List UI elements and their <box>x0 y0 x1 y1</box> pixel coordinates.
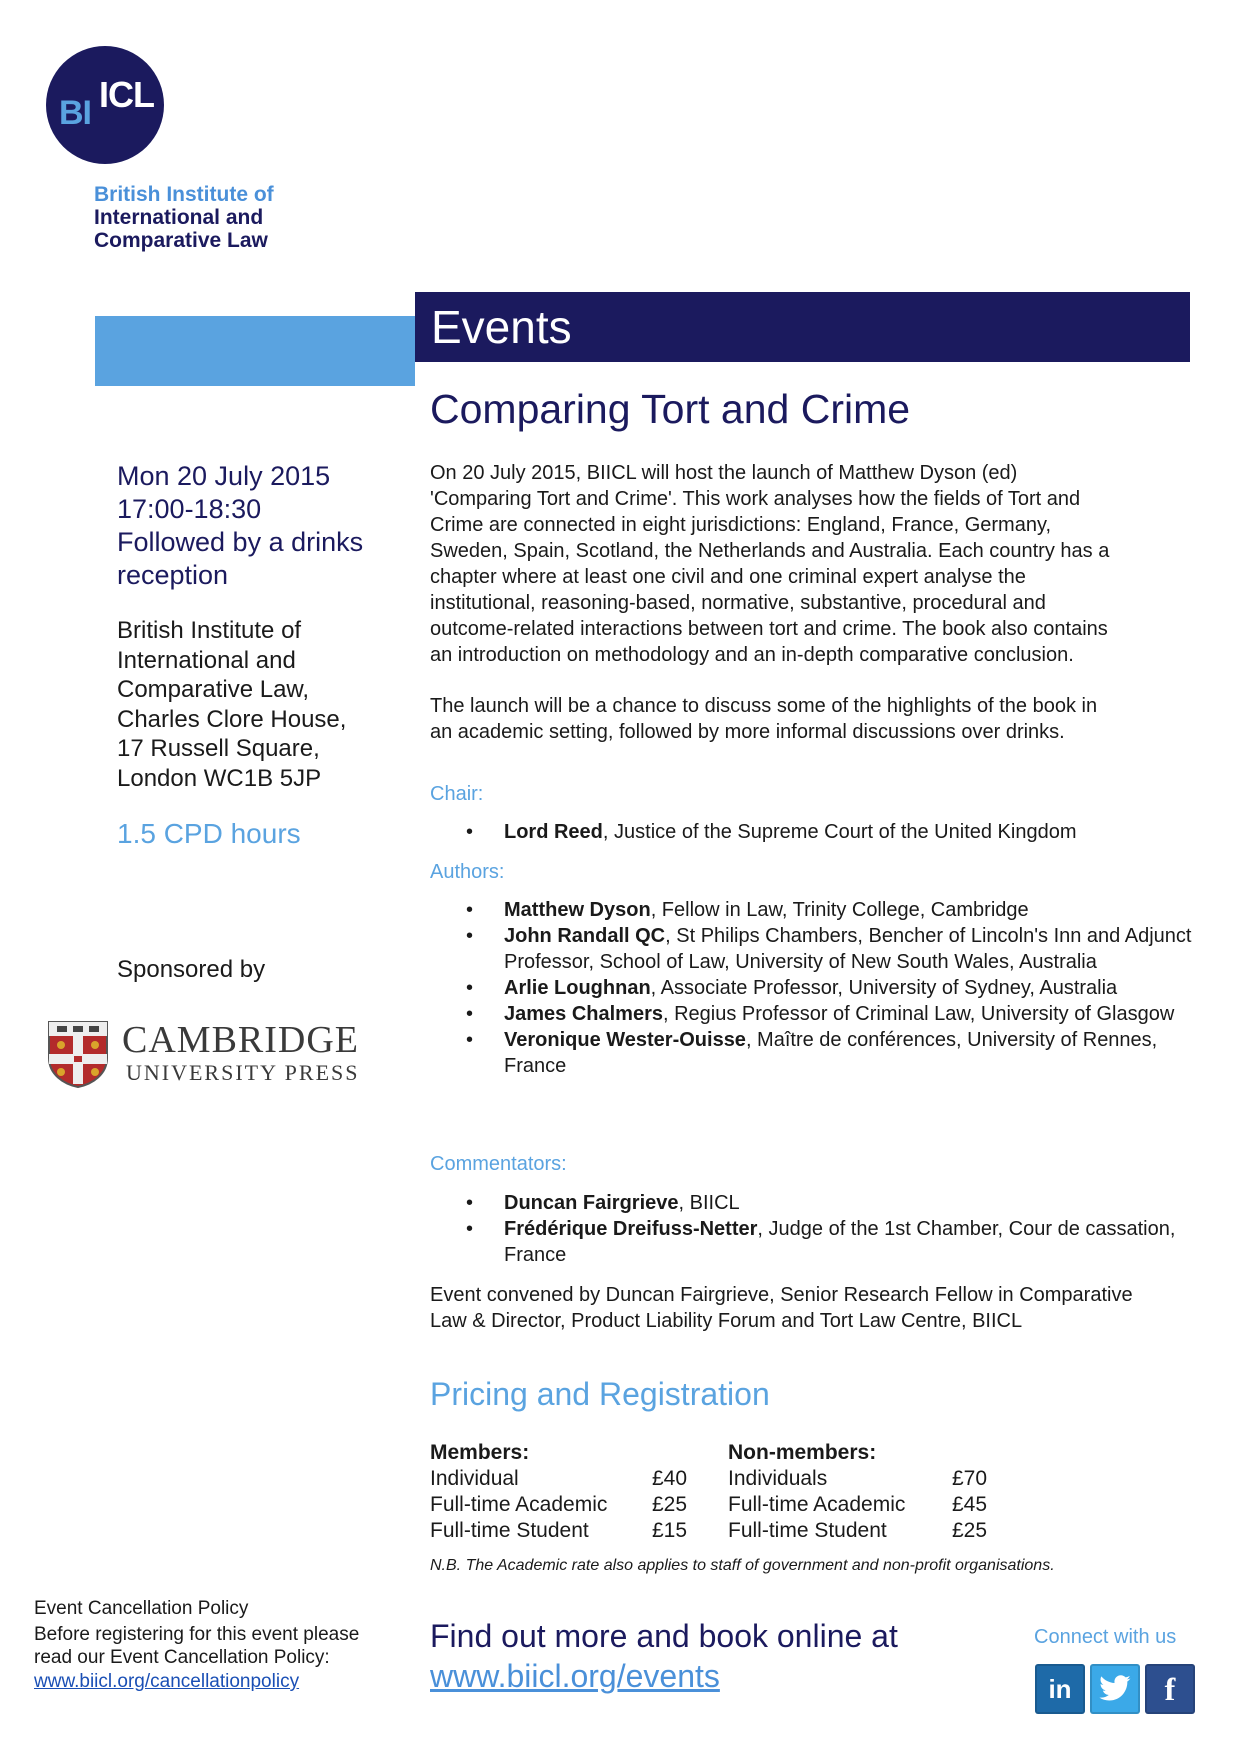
cambridge-press-name: CAMBRIDGE <box>122 1019 360 1061</box>
cancellation-policy-text <box>34 1623 394 1669</box>
connect-with-us-label: Connect with us <box>1034 1626 1177 1648</box>
price-row <box>430 1518 690 1544</box>
price-amount: £15 <box>652 1519 688 1542</box>
convened-line: Law & Director, Product Liability Forum and Tort Law Centre, BIICL <box>430 1310 1023 1332</box>
launch-line: The launch will be a chance to discuss some of the highlights of the book in <box>430 695 1098 717</box>
price-row <box>728 1466 1008 1492</box>
linkedin-icon[interactable]: in <box>1035 1664 1085 1714</box>
price-label: Full-time Student <box>728 1519 887 1542</box>
commentators-label: Commentators: <box>430 1153 567 1175</box>
venue-line: Charles Clore House, <box>117 705 347 733</box>
price-amount: £45 <box>952 1493 988 1516</box>
non-members-pricing <box>728 1440 1008 1544</box>
price-amount: £40 <box>652 1467 688 1490</box>
cambridge-press-subname: UNIVERSITY PRESS <box>126 1060 360 1085</box>
intro-line: 'Comparing Tort and Crime'. This work analyses how the fields of Tort and <box>430 488 1081 510</box>
person-desc: , St Philips Chambers, Bencher of Lincoln's Inn and Adjunct Professor, School of Law, University of New South Wales, Australia <box>504 925 1192 973</box>
cancellation-text-line-1: Before registering for this event please <box>34 1624 360 1645</box>
org-name-line-3: Comparative Law <box>94 229 268 252</box>
person-desc: , Fellow in Law, Trinity College, Cambridge <box>650 899 1029 921</box>
events-banner <box>415 292 1190 362</box>
venue-line: British Institute of <box>117 617 302 644</box>
person-desc: , Associate Professor, University of Sydney, Australia <box>650 977 1118 999</box>
person-name: Matthew Dyson <box>504 899 651 921</box>
person-name: Duncan Fairgrieve <box>504 1192 679 1214</box>
person-name: Veronique Wester-Ouisse <box>504 1029 746 1051</box>
non-members-header: Non-members: <box>728 1441 877 1464</box>
launch-paragraph <box>430 693 1185 745</box>
person-name: Lord Reed <box>504 821 603 843</box>
price-label: Individuals <box>728 1467 828 1490</box>
facebook-icon[interactable]: f <box>1145 1664 1195 1714</box>
event-venue <box>117 616 387 793</box>
person-desc: , Maître de conférences, University of Rennes, France <box>504 1029 1158 1077</box>
cpd-hours: 1.5 CPD hours <box>117 818 301 849</box>
members-pricing <box>430 1440 690 1544</box>
org-name <box>94 183 274 252</box>
intro-line: Sweden, Spain, Scotland, the Netherlands and Australia. Each country has a <box>430 540 1110 562</box>
person-name: James Chalmers <box>504 1003 663 1025</box>
price-label: Full-time Student <box>430 1519 589 1542</box>
decorative-blue-band <box>95 316 415 386</box>
price-label: Full-time Academic <box>430 1493 608 1516</box>
event-datetime <box>117 460 397 592</box>
list-item <box>504 1216 1224 1268</box>
list-item <box>504 923 1224 975</box>
twitter-bird-icon <box>1098 1674 1132 1704</box>
authors-list <box>430 897 1224 1079</box>
authors-label: Authors: <box>430 861 505 883</box>
cancellation-policy-link[interactable]: www.biicl.org/cancellationpolicy <box>34 1671 300 1692</box>
twitter-icon[interactable] <box>1090 1664 1140 1714</box>
intro-line: institutional, reasoning-based, normative, substantive, procedural and <box>430 592 1046 614</box>
event-date: Mon 20 July 2015 <box>117 461 331 491</box>
price-row <box>728 1492 1008 1518</box>
org-name-line-1: British Institute of <box>94 183 274 206</box>
list-item <box>504 975 1224 1001</box>
venue-line: 17 Russell Square, <box>117 735 320 762</box>
pricing-title: Pricing and Registration <box>430 1376 770 1412</box>
list-item <box>504 819 1224 845</box>
chair-label: Chair: <box>430 783 484 805</box>
logo-bi-text: BI <box>59 94 91 132</box>
intro-line: chapter where at least one civil and one criminal expert analyse the <box>430 566 1026 588</box>
price-amount: £70 <box>952 1467 988 1490</box>
list-item <box>504 1027 1224 1079</box>
person-name: Arlie Loughnan <box>504 977 651 999</box>
price-amount: £25 <box>952 1519 988 1542</box>
person-desc: , Justice of the Supreme Court of the United Kingdom <box>602 821 1077 843</box>
convened-by <box>430 1282 1190 1334</box>
launch-line: an academic setting, followed by more informal discussions over drinks. <box>430 721 1065 743</box>
pricing-note: N.B. The Academic rate also applies to staff of government and non-profit organisations. <box>430 1557 1055 1574</box>
list-item <box>504 1190 1224 1216</box>
list-item <box>504 1001 1224 1027</box>
event-time: 17:00-18:30 <box>117 494 262 524</box>
events-link[interactable]: www.biicl.org/events <box>430 1658 720 1694</box>
price-row <box>430 1492 690 1518</box>
biicl-logo <box>46 46 164 164</box>
person-name: John Randall QC <box>504 925 666 947</box>
cancellation-policy-title: Event Cancellation Policy <box>34 1598 249 1619</box>
page-title: Comparing Tort and Crime <box>430 386 911 432</box>
intro-line: Crime are connected in eight jurisdictions: England, France, Germany, <box>430 514 1052 536</box>
person-desc: , Judge of the 1st Chamber, Cour de cassation, France <box>504 1218 1176 1266</box>
logo-icl-text: ICL <box>99 74 154 115</box>
intro-line: outcome-related interactions between tort and crime. The book also contains <box>430 618 1108 640</box>
venue-line: Comparative Law, <box>117 676 310 703</box>
find-out-more: Find out more and book online at <box>430 1618 898 1654</box>
person-name: Frédérique Dreifuss-Netter <box>504 1218 758 1240</box>
venue-line: London WC1B 5JP <box>117 764 322 792</box>
cancellation-text-line-2: read our Event Cancellation Policy: <box>34 1647 330 1668</box>
person-desc: , Regius Professor of Criminal Law, University of Glasgow <box>662 1003 1175 1025</box>
org-name-line-2: International and <box>94 206 264 229</box>
price-row <box>728 1518 1008 1544</box>
person-desc: , BIICL <box>678 1192 740 1214</box>
members-header: Members: <box>430 1441 530 1464</box>
venue-line: International and <box>117 646 296 674</box>
price-amount: £25 <box>652 1493 688 1516</box>
intro-paragraph <box>430 460 1185 668</box>
list-item <box>504 897 1224 923</box>
price-label: Full-time Academic <box>728 1493 906 1516</box>
cambridge-crest-icon <box>47 1020 109 1088</box>
event-followed-line-1: Followed by a drinks <box>117 527 364 557</box>
price-row <box>430 1466 690 1492</box>
intro-line: On 20 July 2015, BIICL will host the launch of Matthew Dyson (ed) <box>430 462 1018 484</box>
price-label: Individual <box>430 1467 519 1490</box>
event-followed-line-2: reception <box>117 560 229 590</box>
intro-line: an introduction on methodology and an in-depth comparative conclusion. <box>430 644 1074 666</box>
commentators-list <box>430 1190 1224 1268</box>
chair-list <box>430 819 1224 845</box>
sponsored-by-label: Sponsored by <box>117 956 266 983</box>
convened-line: Event convened by Duncan Fairgrieve, Senior Research Fellow in Comparative <box>430 1284 1133 1306</box>
events-banner-label: Events <box>431 301 572 353</box>
